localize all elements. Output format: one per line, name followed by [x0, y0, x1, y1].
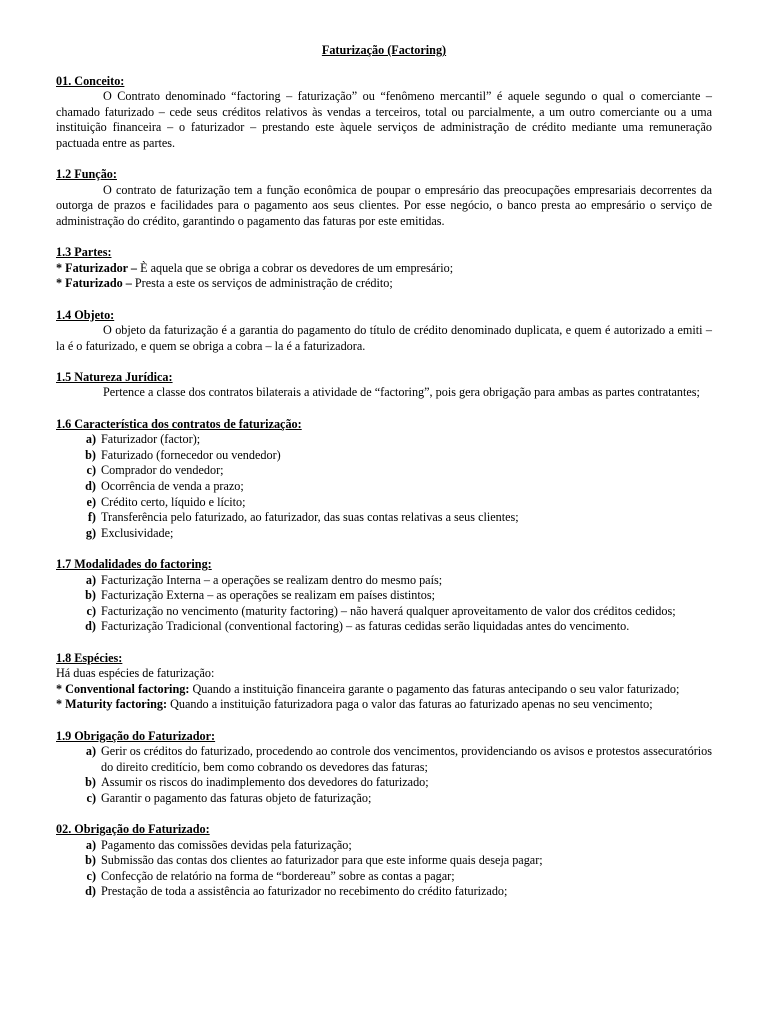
list-text: Exclusividade;: [101, 525, 174, 540]
list-letter: a): [85, 572, 96, 587]
species-term: Conventional factoring:: [65, 681, 190, 696]
species-text: Quando a instituição financeira garante o pagamento das faturas antecipando o seu valor faturizado;: [192, 681, 680, 696]
list-letter: g): [85, 525, 96, 540]
section-obrigacao-faturizado: [56, 822, 712, 900]
section-natureza-juridica: [56, 370, 712, 401]
bullet-star: *: [56, 260, 63, 275]
section-objeto: [56, 308, 712, 355]
document-title: Faturização (Factoring): [321, 43, 447, 57]
list-item: [56, 791, 712, 807]
list-item: [56, 884, 712, 900]
list-item: [56, 775, 712, 791]
section-obrigacao-faturizador: [56, 729, 712, 807]
list-letter: b): [85, 588, 96, 603]
party-line: [56, 276, 712, 292]
list-text: Facturização no vencimento (maturity factoring) – não haverá qualquer aproveitamento de valor dos créditos cedidos;: [101, 603, 676, 618]
section-paragraph: O contrato de faturização tem a função econômica de poupar o empresário das preocupações empresariais decorrentes da outorga de prazos e facilidades para o pagamento aos seus clientes. Por esse negócio, o banco presta ao empresário o serviço de administração do crédito, garantindo o pagamento das faturas por este emitidas.: [56, 182, 712, 228]
list-text: Crédito certo, líquido e lícito;: [101, 494, 246, 509]
list-letter: a): [85, 837, 96, 852]
list-text: Assumir os riscos do inadimplemento dos devedores do faturizado;: [101, 775, 429, 790]
list-letter: a): [85, 744, 96, 759]
section-paragraph: Pertence a classe dos contratos bilaterais a atividade de “factoring”, pois gera obrigação para ambas as partes contratantes;: [103, 385, 700, 400]
section-heading: 02. Obrigação do Faturizado:: [56, 822, 210, 837]
list-letter: b): [85, 853, 96, 868]
list-text: Facturização Tradicional (conventional factoring) – as faturas cedidas serão liquidadas antes do vencimento.: [101, 619, 630, 634]
list-letter: f): [87, 510, 96, 525]
section-especies: [56, 651, 712, 713]
bullet-star: *: [56, 681, 63, 696]
list-item: [56, 448, 712, 464]
section-heading: 1.7 Modalidades do factoring:: [56, 557, 212, 571]
section-paragraph: O Contrato denominado “factoring – faturização” ou “fenômeno mercantil” é aquele segundo o qual o comerciante – chamado faturizado – cede seus créditos relativos às vendas a terceiros, total ou parcialmente, a um outro comerciante ou a uma instituição financeira – o faturizador – prestando este àquele serviços de administração de crédito mediante uma remuneração pactuada entre as partes.: [56, 89, 712, 150]
list-text: Faturizado (fornecedor ou vendedor): [101, 447, 281, 462]
party-term: Faturizador –: [65, 260, 138, 275]
list-letter: b): [85, 775, 96, 790]
list-text: Transferência pelo faturizado, ao faturizador, das suas contas relativas a seus clientes;: [101, 510, 519, 525]
section-heading: 1.4 Objeto:: [56, 307, 115, 322]
list-item: [56, 510, 712, 526]
section-funcao: [56, 167, 712, 229]
list-text: Facturização Externa – as operações se realizam em países distintos;: [101, 588, 436, 603]
section-partes: [56, 245, 712, 292]
list-letter: d): [85, 619, 96, 634]
section-heading: 1.6 Característica dos contratos de faturização:: [56, 416, 302, 431]
list-text: Facturização Interna – a operações se realizam dentro do mesmo país;: [101, 572, 443, 587]
species-term: Maturity factoring:: [65, 697, 168, 712]
list-item: [56, 588, 712, 604]
party-text: Presta a este os serviços de administração de crédito;: [134, 276, 393, 291]
list-item: [56, 432, 712, 448]
list-item: [56, 495, 712, 511]
section-modalidades: [56, 557, 712, 635]
list-text: Ocorrência de venda a prazo;: [101, 479, 244, 494]
list-item: [56, 853, 712, 869]
list-text: Comprador do vendedor;: [101, 463, 224, 478]
list-text: Gerir os créditos do faturizado, procedendo ao controle dos vencimentos, providenciando os avisos e protestos assecuratórios do direito creditício, bem como cobrando os devedores das faturas;: [101, 744, 712, 774]
list-text: Pagamento das comissões devidas pela faturização;: [101, 837, 352, 852]
section-caracteristicas: [56, 417, 712, 542]
section-heading: 1.9 Obrigação do Faturizador:: [56, 728, 216, 743]
party-text: È aquela que se obriga a cobrar os devedores de um empresário;: [140, 260, 454, 275]
list-letter: e): [86, 494, 96, 509]
section-heading: 1.5 Natureza Jurídica:: [56, 369, 173, 384]
party-line: [56, 261, 712, 277]
list-letter: a): [85, 432, 96, 447]
list-item: [56, 744, 712, 775]
section-conceito: [56, 74, 712, 152]
bullet-star: *: [56, 697, 63, 712]
list-letter: c): [86, 790, 96, 805]
section-heading: 01. Conceito:: [56, 73, 125, 88]
species-text: Quando a instituição faturizadora paga o valor das faturas ao faturizado apenas no seu vencimento;: [170, 697, 653, 712]
list-item: [56, 869, 712, 885]
section-intro: Há duas espécies de faturização:: [56, 666, 215, 681]
section-paragraph: O objeto da faturização é a garantia do pagamento do título de crédito denominado duplicata, e quem é autorizado a emiti – la é o faturizado, e quem se obriga a cobra – la é a faturizadora.: [56, 323, 712, 353]
list-letter: c): [86, 463, 96, 478]
list-letter: c): [86, 868, 96, 883]
list-letter: d): [85, 884, 96, 899]
species-line: [56, 697, 712, 713]
list-item: [56, 526, 712, 542]
bullet-star: *: [56, 276, 63, 291]
list-text: Faturizador (factor);: [101, 432, 201, 447]
list-text: Confecção de relatório na forma de “bordereau” sobre as contas a pagar;: [101, 868, 455, 883]
party-term: Faturizado –: [65, 276, 132, 291]
list-text: Prestação de toda a assistência ao faturizador no recebimento do crédito faturizado;: [101, 884, 508, 899]
section-heading: 1.2 Função:: [56, 167, 117, 182]
list-text: Garantir o pagamento das faturas objeto de faturização;: [101, 790, 372, 805]
list-item: [56, 573, 712, 589]
list-item: [56, 479, 712, 495]
list-item: [56, 463, 712, 479]
document-body: [56, 43, 712, 916]
list-letter: b): [85, 447, 96, 462]
list-letter: c): [86, 603, 96, 618]
list-text: Submissão das contas dos clientes ao faturizador para que este informe quais deseja pagar;: [101, 853, 543, 868]
section-heading: 1.3 Partes:: [56, 245, 112, 260]
list-item: [56, 604, 712, 620]
list-item: [56, 838, 712, 854]
section-heading: 1.8 Espécies:: [56, 650, 123, 665]
list-item: [56, 619, 712, 635]
list-letter: d): [85, 479, 96, 494]
species-line: [56, 682, 712, 698]
